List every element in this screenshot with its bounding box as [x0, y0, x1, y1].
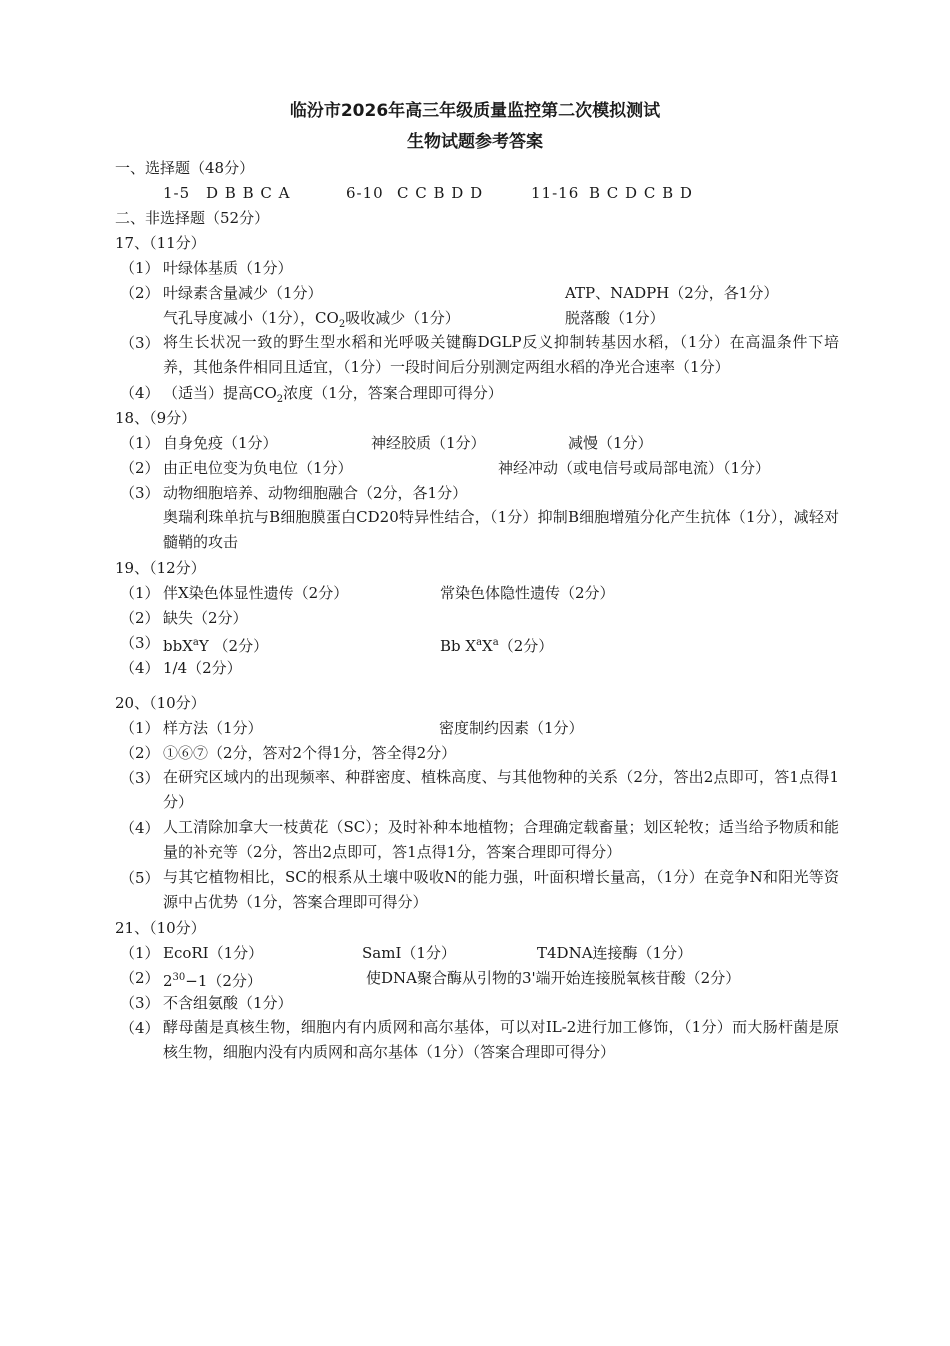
answer-text: 自身免疫（1分） — [163, 434, 278, 452]
answer-text: 减慢（1分） — [568, 434, 653, 452]
text-part: （适当）提高CO — [163, 384, 277, 402]
answer-paragraph: 与其它植物相比，SC的根系从土壤中吸收N的能力强，叶面积增长量高，（1分）在竞争N和阳光等资源中占优势（1分，答案合理即可得分） — [163, 868, 839, 911]
answer-paragraph: 奥瑞利珠单抗与B细胞膜蛋白CD20特异性结合，（1分）抑制B细胞增殖分化产生抗体（1分），减轻对髓鞘的攻击 — [163, 508, 839, 551]
text-part: X — [482, 637, 493, 655]
answer-text: 1/4（2分） — [163, 659, 242, 677]
superscript: a — [192, 637, 199, 648]
answer-text: 密度制约因素（1分） — [439, 719, 584, 737]
answer-paragraph: 在研究区域内的出现频率、种群密度、植株高度、与其他物种的关系（2分，答出2点即可，答1点得1分） — [163, 768, 839, 811]
superscript: 30 — [172, 972, 186, 983]
sub-label: （4） — [120, 659, 160, 677]
answer-text: SamI（1分） — [362, 944, 456, 962]
sub-label: （3） — [120, 634, 160, 652]
sub-label: （3） — [120, 334, 160, 352]
answer-paragraph: 酵母菌是真核生物，细胞内有内质网和高尔基体，可以对IL-2进行加工修饰，（1分）而大肠杆菌是原核生物，细胞内没有内质网和高尔基体（1分）（答案合理即可得分） — [163, 1018, 839, 1061]
sub-label: （1） — [120, 719, 160, 737]
answer-paragraph: 人工清除加拿大一枝黄花（SC）；及时补种本地植物；合理确定载畜量；划区轮牧；适当给予物质和能量的补充等（2分，答出2点即可，答1点得1分，答案合理即可得分） — [163, 818, 839, 861]
answer-text: 动物细胞培养、动物细胞融合（2分，各1分） — [163, 484, 468, 502]
sub-label: （5） — [120, 869, 160, 887]
answer-text: ATP、NADPH（2分，各1分） — [565, 284, 779, 302]
text-part: bbX — [163, 637, 193, 655]
question-21-header: 21、（10分） — [115, 919, 206, 937]
sub-label: （1） — [120, 259, 160, 277]
sub-label: （4） — [120, 819, 160, 837]
question-17-header: 17、（11分） — [115, 234, 206, 252]
page-subtitle: 生物试题参考答案 — [407, 132, 543, 152]
text-part: Y （2分） — [198, 637, 269, 655]
subscript: 2 — [276, 394, 284, 405]
section-heading-nonchoice: 二、非选择题（52分） — [115, 209, 270, 227]
subscript: 2 — [338, 319, 346, 330]
text-part: （2分） — [498, 637, 554, 655]
question-18-header: 18、（9分） — [115, 409, 197, 427]
section-heading-choice: 一、选择题（48分） — [115, 159, 255, 177]
text-part: 气孔导度减小（1分），CO — [163, 309, 339, 327]
sub-label: （3） — [120, 994, 160, 1012]
sub-label: （2） — [120, 744, 160, 762]
answer-text: 由正电位变为负电位（1分） — [163, 459, 353, 477]
mc-answers-2: C C B D D — [397, 184, 484, 202]
mc-answers-3: B C D C B D — [589, 184, 693, 202]
sub-label: （2） — [120, 284, 160, 302]
answer-text — [440, 633, 553, 656]
answer-text: 使DNA聚合酶从引物的3'端开始连接脱氧核苷酸（2分） — [366, 969, 741, 987]
text-part: Bb X — [440, 637, 477, 655]
sub-label: （3） — [120, 769, 160, 787]
mc-range-3: 11-16 — [531, 184, 580, 202]
text-part: 浓度（1分，答案合理即可得分） — [283, 384, 503, 402]
question-19-header: 19、（12分） — [115, 559, 206, 577]
superscript: a — [492, 637, 499, 648]
sub-label: （1） — [120, 584, 160, 602]
answer-paragraph: 将生长状况一致的野生型水稻和光呼吸关键酶DGLP反义抑制转基因水稻，（1分）在高温条件下培养，其他条件相同且适宜，（1分）一段时间后分别测定两组水稻的净光合速率（1分） — [163, 333, 839, 376]
answer-text: ①⑥⑦（2分，答对2个得1分，答全得2分） — [163, 744, 457, 762]
question-20-header: 20、（10分） — [115, 694, 206, 712]
answer-text — [163, 633, 268, 656]
sub-label: （4） — [120, 1019, 160, 1037]
answer-text: 神经冲动（或电信号或局部电流）（1分） — [498, 459, 771, 477]
answer-text: 叶绿素含量减少（1分） — [163, 284, 323, 302]
text-part: −1（2分） — [185, 972, 262, 990]
answer-text — [163, 383, 503, 410]
superscript: a — [476, 637, 483, 648]
answer-text: EcoRI（1分） — [163, 944, 264, 962]
answer-text — [163, 968, 262, 991]
sub-label: （4） — [120, 384, 160, 402]
sub-label: （2） — [120, 459, 160, 477]
answer-text: 样方法（1分） — [163, 719, 263, 737]
text-part: 2 — [163, 972, 173, 990]
answer-text: 脱落酸（1分） — [565, 309, 665, 327]
mc-answers-1: D B B C A — [206, 184, 291, 202]
sub-label: （2） — [120, 969, 160, 987]
text-part: 吸收减少（1分） — [345, 309, 460, 327]
sub-label: （1） — [120, 944, 160, 962]
answer-text: 缺失（2分） — [163, 609, 248, 627]
sub-label: （2） — [120, 609, 160, 627]
mc-range-1: 1-5 — [163, 184, 191, 202]
answer-text: 神经胶质（1分） — [371, 434, 486, 452]
answer-text: 不含组氨酸（1分） — [163, 994, 293, 1012]
answer-text: 叶绿体基质（1分） — [163, 259, 293, 277]
answer-text: T4DNA连接酶（1分） — [537, 944, 693, 962]
sub-label: （1） — [120, 434, 160, 452]
answer-text: 伴X染色体显性遗传（2分） — [163, 584, 349, 602]
mc-range-2: 6-10 — [346, 184, 384, 202]
page-title: 临汾市2026年高三年级质量监控第二次模拟测试 — [289, 101, 661, 121]
answer-text: 常染色体隐性遗传（2分） — [440, 584, 615, 602]
sub-label: （3） — [120, 484, 160, 502]
